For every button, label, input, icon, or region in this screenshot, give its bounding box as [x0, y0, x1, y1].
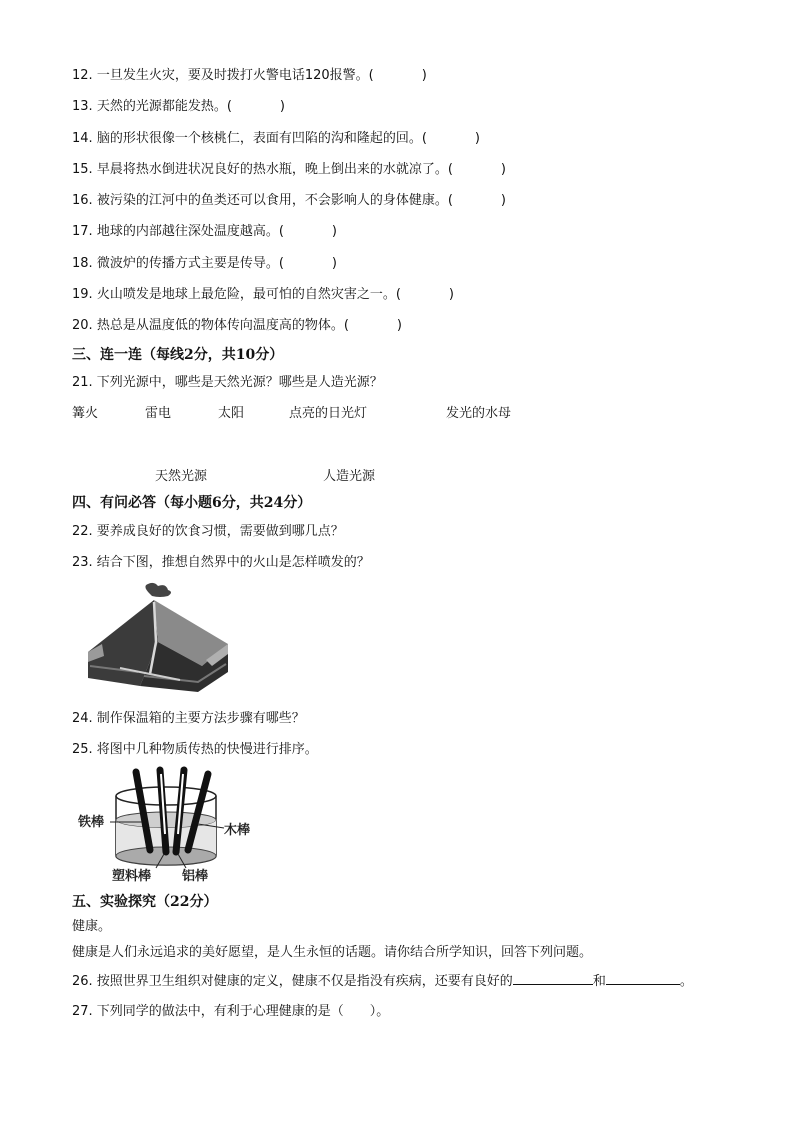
match-item-lightning[interactable]: 雷电 [145, 406, 172, 421]
question-22: 22. 要养成良好的饮食习惯，需要做到哪几点？ [72, 524, 344, 539]
question-text: 火山喷发是地球上最危险，最可怕的自然灾害之一。( [96, 287, 401, 302]
paren-close: ) [396, 318, 402, 333]
heat-conduction-figure [74, 764, 264, 888]
section-4-title: 四、有问必答（每小题6分，共24分） [72, 495, 312, 511]
question-24: 24. 制作保温箱的主要方法步骤有哪些？ [72, 711, 305, 726]
match-item-sun[interactable]: 太阳 [218, 406, 245, 421]
label-plastic-rod: 塑料棒 [112, 869, 152, 884]
question-text: 地球的内部越往深处温度越高。( [96, 224, 284, 239]
match-item-fluorescent-lamp[interactable]: 点亮的日光灯 [289, 406, 368, 421]
question-text: 被污染的江河中的鱼类还可以食用，不会影响人的身体健康。( [96, 193, 453, 208]
paren-close: ) [474, 131, 480, 146]
question-21: 21. 下列光源中，哪些是天然光源？哪些是人造光源？ [72, 375, 383, 390]
question-25: 25. 将图中几种物质传热的快慢进行排序。 [72, 742, 318, 757]
question-17 [72, 223, 337, 241]
question-14 [72, 130, 480, 148]
question-number: 14. [72, 131, 93, 146]
question-12 [72, 67, 427, 85]
label-wood-rod: 木棒 [224, 823, 251, 838]
match-item-bonfire[interactable]: 篝火 [72, 406, 99, 421]
question-text: 一旦发生火灾，要及时拨打火警电话120报警。( [96, 68, 374, 83]
question-19 [72, 286, 454, 304]
question-text: 微波炉的传播方式主要是传导。( [96, 256, 284, 271]
question-13 [72, 98, 285, 116]
question-text: 天然的光源都能发热。( [96, 99, 232, 114]
question-text: 脑的形状很像一个核桃仁，表面有凹陷的沟和隆起的回。( [96, 131, 427, 146]
question-16 [72, 192, 506, 210]
question-number: 18. [72, 256, 93, 271]
section-3-title: 三、连一连（每线2分，共10分） [72, 347, 284, 363]
label-iron-rod: 铁棒 [78, 815, 105, 830]
match-item-jellyfish[interactable]: 发光的水母 [446, 406, 512, 421]
question-number: 12. [72, 68, 93, 83]
question-number: 17. [72, 224, 93, 239]
label-aluminum-rod: 铝棒 [182, 869, 209, 884]
paren-close: ) [331, 224, 337, 239]
question-26-text: 26. 按照世界卫生组织对健康的定义，健康不仅是指没有疾病，还要有良好的 [72, 974, 513, 989]
match-target-natural[interactable]: 天然光源 [155, 469, 208, 484]
question-text: 热总是从温度低的物体传向温度高的物体。( [96, 318, 349, 333]
match-target-artificial[interactable]: 人造光源 [323, 469, 376, 484]
section-5-topic: 健康。 [72, 919, 112, 934]
question-18 [72, 255, 337, 273]
question-26-and: 和 [592, 974, 606, 989]
paren-close: ) [421, 68, 427, 83]
question-26-end: 。 [679, 974, 693, 989]
question-text: 早晨将热水倒进状况良好的热水瓶，晚上倒出来的水就凉了。( [96, 162, 453, 177]
answer-blank-1[interactable] [513, 972, 593, 985]
question-15 [72, 161, 506, 179]
paren-close: ) [331, 256, 337, 271]
paren-close: ) [448, 287, 454, 302]
paren-close: ) [500, 162, 506, 177]
question-number: 16. [72, 193, 93, 208]
paren-close: ) [279, 99, 285, 114]
question-23: 23. 结合下图，推想自然界中的火山是怎样喷发的？ [72, 555, 370, 570]
question-number: 13. [72, 99, 93, 114]
question-27: 27. 下列同学的做法中，有利于心理健康的是（ ）。 [72, 1004, 390, 1019]
question-26 [72, 972, 693, 991]
question-number: 20. [72, 318, 93, 333]
section-5-title: 五、实验探究（22分） [72, 894, 218, 910]
paren-close: ) [500, 193, 506, 208]
volcano-figure [80, 582, 232, 694]
section-5-intro: 健康是人们永远追求的美好愿望，是人生永恒的话题。请你结合所学知识，回答下列问题。 [72, 945, 593, 960]
answer-blank-2[interactable] [606, 972, 680, 985]
question-number: 15. [72, 162, 93, 177]
question-number: 19. [72, 287, 93, 302]
question-20 [72, 317, 402, 335]
smoke-plume [145, 583, 171, 597]
